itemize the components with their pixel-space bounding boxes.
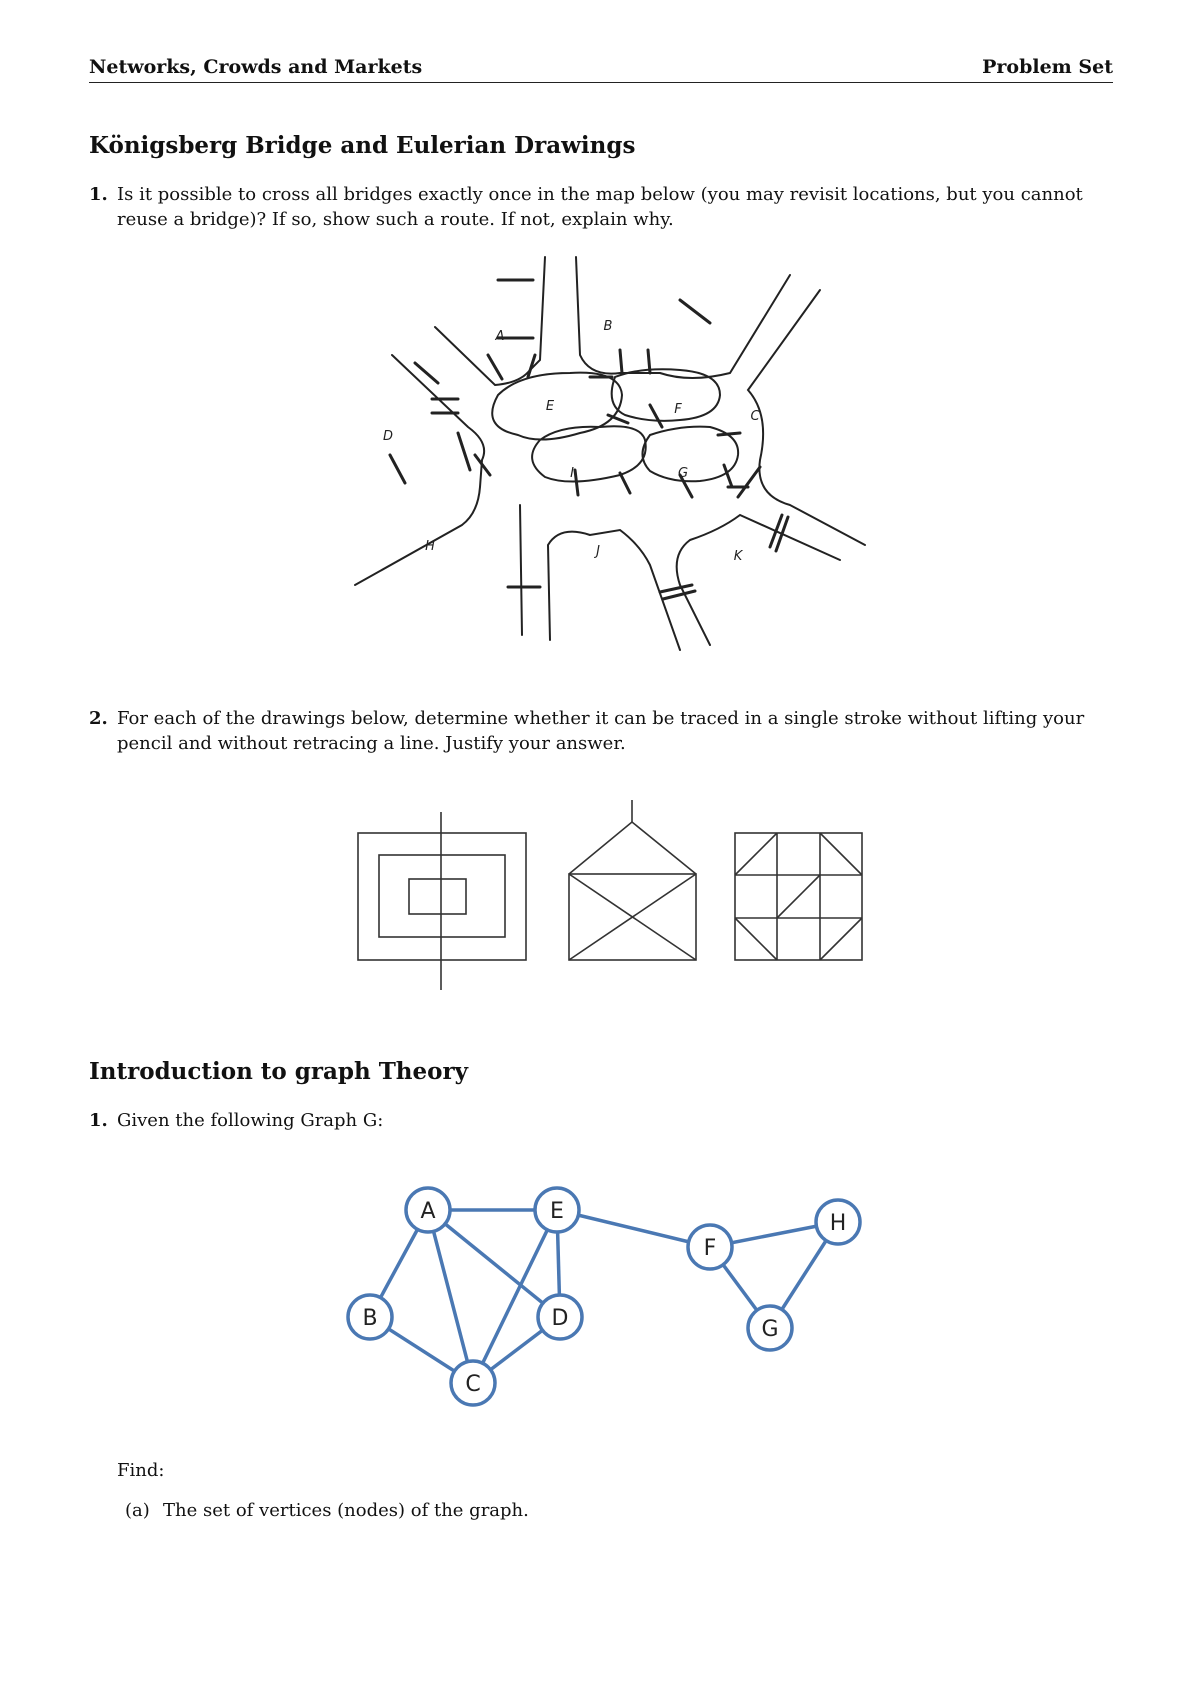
sub-question-a	[125, 1500, 529, 1521]
bridge-28	[663, 591, 695, 599]
graph-node-label: D	[551, 1306, 569, 1331]
bridge-7	[458, 433, 470, 470]
question-text: Is it possible to cross all bridges exactly once in the map below (you may revisit locations, but you cannot reuse a bridge)? If so, show such a route. If not, explain why.	[117, 184, 1083, 230]
page-header	[89, 56, 1113, 83]
graph-g	[340, 1175, 880, 1415]
river-east	[748, 290, 865, 545]
graph-node-g	[748, 1306, 792, 1350]
river-south-2	[548, 530, 680, 650]
bridge-19	[718, 433, 740, 435]
question-number: 2.	[89, 708, 108, 729]
graph-node-d	[538, 1295, 582, 1339]
graph-node-label: C	[465, 1372, 481, 1397]
graph-node-label: H	[829, 1211, 847, 1236]
bridge-13	[648, 350, 650, 373]
sub-question-text: The set of vertices (nodes) of the graph.	[163, 1500, 529, 1521]
sub-question-label: (a)	[125, 1500, 150, 1521]
graph-node-b	[348, 1295, 392, 1339]
bridge-map	[350, 255, 880, 655]
graph-node-f	[688, 1225, 732, 1269]
river-north-right	[576, 257, 790, 378]
question-text: Given the following Graph G:	[117, 1110, 384, 1131]
map-label-e: E	[545, 399, 555, 414]
bridge-18	[680, 300, 710, 323]
course-title: Networks, Crowds and Markets	[89, 56, 423, 78]
map-label-h: H	[425, 539, 435, 554]
graph-question-1	[89, 1108, 1113, 1133]
map-label-i: I	[570, 466, 574, 481]
find-label: Find:	[117, 1460, 165, 1481]
bridge-17	[575, 470, 578, 495]
map-label-k: K	[733, 549, 743, 564]
graph-edge-e-c	[473, 1210, 557, 1383]
graph-node-h	[816, 1200, 860, 1244]
bridge-27	[660, 585, 692, 592]
graph-node-c	[451, 1361, 495, 1405]
river-north-left	[435, 257, 545, 385]
drawing-envelope	[569, 800, 696, 960]
bridge-6	[390, 455, 405, 483]
eulerian-drawings	[350, 800, 870, 995]
question-2	[89, 706, 1113, 756]
question-text: For each of the drawings below, determine whether it can be traced in a single stroke without lifting your pencil and without retracing a line. Justify your answer.	[117, 708, 1085, 754]
drawing-grid-square	[735, 833, 862, 960]
question-number: 1.	[89, 184, 108, 205]
graph-node-label: E	[550, 1199, 564, 1224]
bridge-9	[488, 355, 502, 379]
graph-node-label: F	[703, 1236, 717, 1261]
graph-node-a	[406, 1188, 450, 1232]
map-label-b: B	[603, 319, 613, 334]
graph-node-label: G	[761, 1317, 779, 1342]
document-type: Problem Set	[982, 56, 1113, 78]
bridge-23	[738, 467, 760, 497]
drawing-nested-rectangles	[358, 812, 526, 990]
question-number: 1.	[89, 1110, 108, 1131]
river-south-3	[677, 515, 840, 645]
map-label-c: C	[750, 409, 760, 424]
map-label-j: J	[596, 544, 600, 559]
graph-node-label: B	[362, 1306, 378, 1331]
map-label-f: F	[674, 402, 682, 417]
river-west	[355, 355, 484, 585]
question-1	[89, 182, 1113, 232]
section-title-konigsberg: Königsberg Bridge and Eulerian Drawings	[89, 132, 636, 159]
map-label-a: A	[495, 329, 505, 344]
map-label-g: G	[677, 466, 689, 481]
island-i	[532, 426, 646, 481]
map-label-d: D	[382, 429, 394, 444]
bridge-16	[620, 473, 630, 493]
bridge-12	[620, 350, 622, 373]
graph-node-label: A	[420, 1199, 436, 1224]
section-title-graph-theory: Introduction to graph Theory	[89, 1058, 468, 1085]
bridge-14	[650, 405, 662, 427]
graph-node-e	[535, 1188, 579, 1232]
river-south-1	[520, 505, 522, 635]
